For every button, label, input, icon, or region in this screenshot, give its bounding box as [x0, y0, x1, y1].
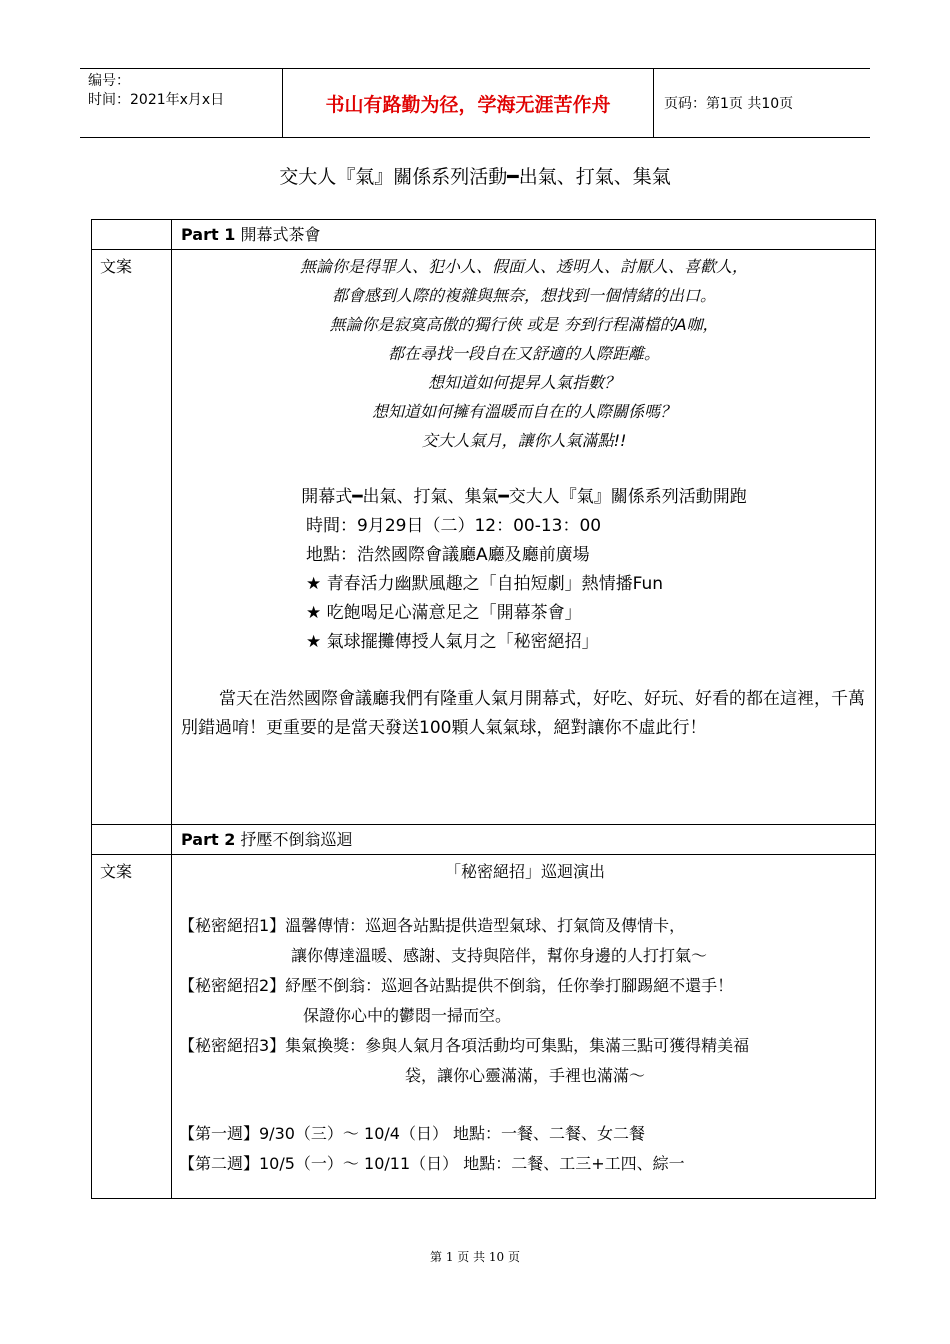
- number-label: 编号：: [88, 73, 130, 89]
- secret-item: 【秘密絕招3】集氣換獎：參與人氣月各項活動均可集點，集滿三點可獲得精美福: [179, 1036, 750, 1055]
- part1-content: [172, 250, 875, 824]
- poem-line: 想知道如何提昇人氣指數？: [427, 373, 620, 392]
- part1-poem: [181, 252, 867, 455]
- part2-name: 抒壓不倒翁巡迴: [240, 830, 353, 849]
- event-place: 地點：浩然國際會議廳A廳及廳前廣場: [306, 545, 590, 565]
- part1-name: 開幕式茶會: [240, 225, 321, 244]
- part1-heading: [172, 220, 875, 249]
- header-motto: 书山有路勤为径，学海无涯苦作舟: [283, 69, 654, 137]
- event-title: 開幕式━出氣、打氣、集氣━交大人『氣』關係系列活動開跑: [301, 487, 747, 507]
- part2-label: Part 2: [181, 830, 236, 849]
- secret-item: 【秘密絕招1】溫馨傳情：巡迴各站點提供造型氣球、打氣筒及傳情卡，: [179, 916, 686, 935]
- event-highlight: ★ 青春活力幽默風趣之「自拍短劇」熱情播Fun: [306, 574, 664, 594]
- part1-label: Part 1: [181, 225, 236, 244]
- event-highlight: ★ 氣球擺攤傳授人氣月之「秘密絕招」: [306, 632, 599, 652]
- empty-cell: [92, 220, 172, 249]
- part1-left-label: 文案: [92, 250, 172, 824]
- part2-header-row: [92, 825, 875, 855]
- event-highlight: ★ 吃飽喝足心滿意足之「開幕茶會」: [306, 603, 582, 623]
- page-header: [80, 68, 870, 138]
- part2-content: [172, 855, 875, 1198]
- secret-item-cont: 保證你心中的鬱悶一掃而空。: [303, 1006, 512, 1025]
- part2-heading: [172, 825, 875, 854]
- part2-left-label: 文案: [92, 855, 172, 1198]
- part1-content-row: [92, 250, 875, 825]
- event-description: 當天在浩然國際會議廳我們有隆重人氣月開幕式，好吃、好玩、好看的都在這裡，千萬別錯過唷！更重要的是當天發送100顆人氣氣球，絕對讓你不虛此行！: [181, 689, 865, 738]
- poem-line: 都會感到人際的複雜與無奈，想找到一個情緒的出口。: [331, 286, 716, 305]
- week-schedule: 【第二週】10/5（一）～ 10/11（日） 地點：二餐、工三+工四、綜一: [179, 1154, 685, 1173]
- event-time: 時間：9月29日（二）12：00-13：00: [306, 516, 602, 536]
- poem-line: 無論你是得罪人、犯小人、假面人、透明人、討厭人、喜歡人，: [299, 257, 748, 276]
- part2-subtitle: 「秘密絕招」巡迴演出: [444, 862, 605, 881]
- poem-line: 都在尋找一段自在又舒適的人際距離。: [387, 344, 660, 363]
- header-page-info: 页码：第1页 共10页: [664, 96, 794, 112]
- poem-line: 交大人氣月，讓你人氣滿點!!: [421, 431, 627, 450]
- header-meta: [80, 69, 283, 137]
- poem-line: 想知道如何擁有溫暖而自在的人際關係嗎？: [371, 402, 676, 421]
- part2-content-row: [92, 855, 875, 1198]
- page-footer: 第 1 页 共 10 页: [430, 1250, 520, 1264]
- document-title: 交大人『氣』關係系列活動━出氣、打氣、集氣: [279, 166, 671, 188]
- secret-item-cont: 袋，讓你心靈滿滿，手裡也滿滿～: [404, 1066, 645, 1085]
- week-schedule: 【第一週】9/30（三）～ 10/4（日） 地點：一餐、二餐、女二餐: [179, 1124, 646, 1143]
- date-line: 时间：2021年x月x日: [88, 92, 225, 108]
- part1-header-row: [92, 220, 875, 250]
- empty-cell: [92, 825, 172, 854]
- secret-item-cont: 讓你傳達溫暖、感謝、支持與陪伴，幫你身邊的人打打氣～: [291, 946, 708, 965]
- content-table: [91, 219, 876, 1199]
- poem-line: 無論你是寂寞高傲的獨行俠 或是 夯到行程滿檔的A咖，: [329, 315, 719, 334]
- secret-item: 【秘密絕招2】紓壓不倒翁：巡迴各站點提供不倒翁，任你拳打腳踢絕不還手！: [179, 976, 734, 995]
